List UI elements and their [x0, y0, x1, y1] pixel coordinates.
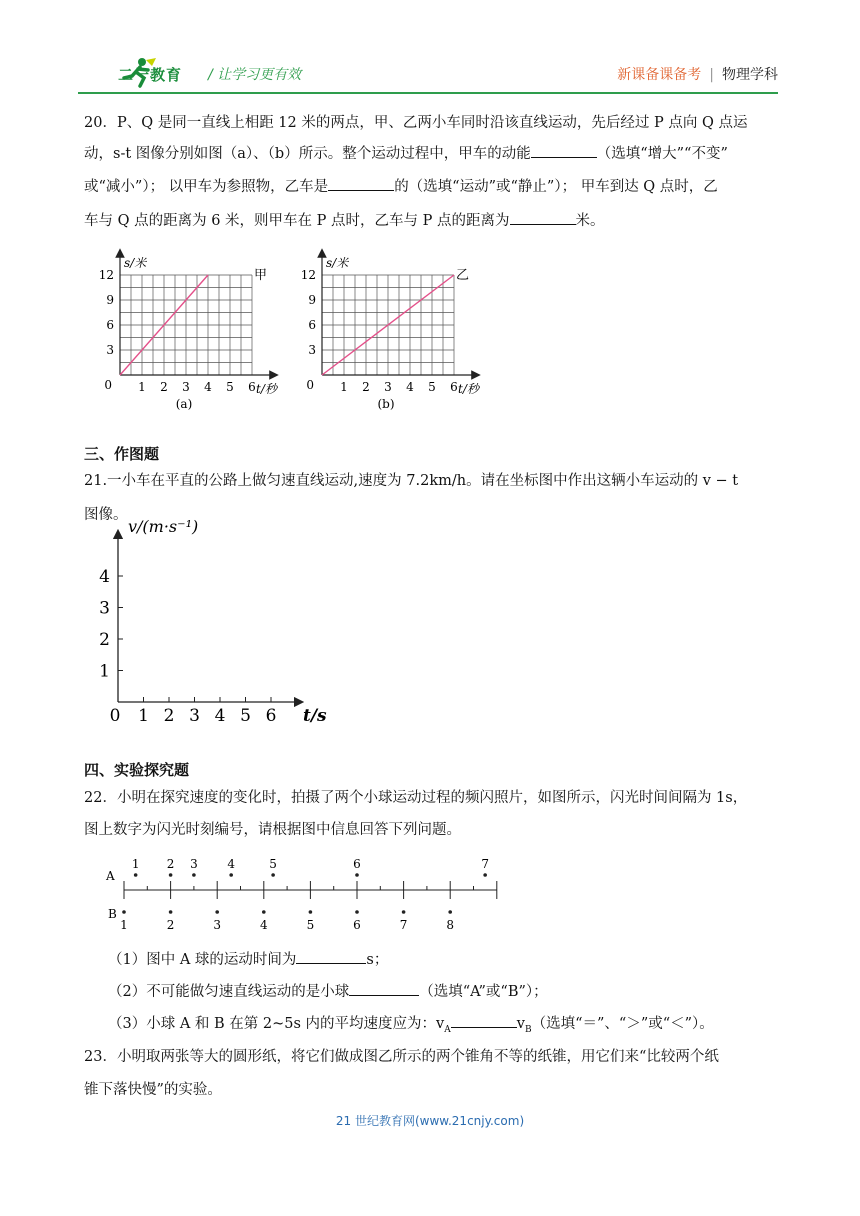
- section-4-heading: 四、实验探究题: [84, 761, 190, 779]
- y-axis-label: s/米: [326, 256, 349, 270]
- y-tick-label: 3: [308, 343, 316, 357]
- q22-sub-2: [108, 977, 808, 1008]
- q22-text: v: [516, 1016, 525, 1032]
- origin-label: 0: [109, 706, 121, 726]
- y-axis-label: v/(m·s⁻¹): [128, 517, 199, 536]
- ball-b-label: B: [108, 907, 117, 921]
- ball-b-dot: [122, 910, 126, 914]
- y-tick-label: 6: [106, 318, 114, 332]
- ball-b-number: 8: [446, 918, 455, 932]
- subscript-b: B: [524, 1024, 532, 1035]
- y-axis-label: s/米: [124, 256, 147, 270]
- ball-b-dot: [262, 910, 266, 914]
- ball-a-dot: [483, 873, 487, 877]
- x-tick-label: 1: [138, 706, 149, 726]
- x-tick-label: 2: [163, 706, 175, 726]
- q22-blank-3[interactable]: [451, 1013, 517, 1028]
- header-separator: |: [709, 67, 714, 83]
- ball-a-number: 7: [481, 857, 489, 871]
- graph-caption: (a): [175, 397, 193, 411]
- q22-blank-1[interactable]: [296, 949, 366, 964]
- y-tick-label: 6: [308, 318, 316, 332]
- y-tick-label: 4: [99, 567, 110, 587]
- q20-line-1: 20．P、Q 是同一直线上相距 12 米的两点，甲、乙两小车同时沿该直线运动，先后经过 P 点向 Q 点运: [84, 115, 748, 131]
- header-slogan: / 让学习更有效: [208, 67, 302, 83]
- st-graphs: [92, 240, 512, 415]
- q22-line-2: 图上数字为闪光时刻编号，请根据图中信息回答下列问题。: [84, 822, 461, 838]
- ball-b-dot: [169, 910, 173, 914]
- x-tick-label: 2: [160, 380, 168, 394]
- ball-b-number: 1: [120, 918, 128, 932]
- q20-line-2: [84, 139, 784, 170]
- header-subject: [617, 64, 778, 84]
- q20-line-4: [84, 206, 784, 237]
- x-tick-label: 4: [214, 706, 226, 726]
- graph-caption: (b): [377, 397, 395, 411]
- y-tick-label: 3: [99, 598, 110, 619]
- ball-a-label: A: [106, 869, 115, 883]
- q20-text: 或“减小”）； 以甲车为参照物，乙车是: [84, 179, 329, 195]
- q20-text: （选填“增大”“不变”: [596, 146, 728, 162]
- y-tick-label: 1: [99, 661, 110, 682]
- y-tick-label: 3: [106, 343, 114, 357]
- ball-a-number: 4: [227, 857, 236, 871]
- x-tick-label: 2: [362, 380, 370, 394]
- q22-sub-3: [108, 1009, 808, 1046]
- q22-text: （2）不可能做匀速直线运动的是小球: [108, 984, 350, 1000]
- page-header: [78, 56, 778, 90]
- q20-text: 的（选填“运动”或“静止”）； 甲车到达 Q 点时，乙: [394, 179, 718, 195]
- y-tick-label: 12: [300, 268, 316, 282]
- ball-b-number: 5: [306, 918, 315, 932]
- ball-b-dot: [448, 910, 452, 914]
- ball-b-dot: [355, 910, 359, 914]
- y-tick-label: 2: [99, 630, 110, 650]
- y-tick-label: 12: [98, 268, 114, 282]
- q22-sub-1: [108, 945, 808, 976]
- y-tick-label: 9: [308, 293, 316, 307]
- x-tick-label: 3: [182, 380, 190, 394]
- x-tick-label: 1: [340, 380, 348, 394]
- x-tick-label: 3: [189, 706, 200, 726]
- subscript-a: A: [444, 1024, 451, 1035]
- ball-a-number: 3: [190, 857, 198, 871]
- q20-text: 米。: [575, 213, 605, 229]
- logo-text: 二一教育: [118, 66, 183, 84]
- x-tick-label: 6: [248, 380, 256, 394]
- ball-b-number: 2: [166, 918, 175, 932]
- header-subject-name: 物理学科: [722, 67, 778, 83]
- q20-line-3: [84, 172, 784, 203]
- ball-a-number: 6: [353, 857, 361, 871]
- y-tick-label: 9: [106, 293, 114, 307]
- x-axis-label: t/s: [303, 706, 327, 726]
- origin-label: 0: [104, 378, 112, 392]
- header-tag: 新课备课备考: [617, 67, 702, 83]
- ball-b-dot: [309, 910, 313, 914]
- x-tick-label: 6: [450, 380, 458, 394]
- ball-b-number: 4: [259, 918, 268, 932]
- series-label: 乙: [456, 268, 470, 283]
- page-footer: 21 世纪教育网(www.21cnjy.com): [335, 1114, 525, 1128]
- q22-blank-2[interactable]: [349, 981, 419, 996]
- q22-text: （选填“A”或“B”）；: [419, 984, 548, 1000]
- q20-blank-1[interactable]: [531, 143, 597, 158]
- ball-a-number: 5: [269, 857, 277, 871]
- x-axis-label: t/秒: [256, 382, 277, 396]
- q21-line-2: 图像。: [84, 507, 128, 523]
- q20-text: 车与 Q 点的距离为 6 米，则甲车在 P 点时，乙车与 P 点的距离为: [84, 213, 510, 229]
- x-tick-label: 4: [406, 380, 414, 394]
- ball-a-dot: [229, 873, 233, 877]
- ball-b-dot: [402, 910, 406, 914]
- x-tick-label: 4: [204, 380, 212, 394]
- strobe-photo: [100, 848, 520, 938]
- q21-line-1: 21.一小车在平直的公路上做匀速直线运动,速度为 7.2km/h。请在坐标图中作出这辆小车运动的 v − t: [84, 473, 739, 489]
- x-tick-label: 5: [240, 706, 251, 726]
- ball-b-number: 7: [399, 918, 408, 932]
- x-tick-label: 3: [384, 380, 392, 394]
- q20-text: 动，s-t 图像分别如图（a）、（b）所示。整个运动过程中，甲车的动能: [84, 146, 531, 162]
- section-3-heading: 三、作图题: [84, 445, 160, 463]
- ball-b-number: 3: [213, 918, 222, 932]
- ball-a-dot: [271, 873, 275, 877]
- q23-line-1: 23．小明取两张等大的圆形纸，将它们做成图乙所示的两个锥角不等的纸锥，用它们来“比较两个纸: [84, 1049, 719, 1065]
- q23-line-2: 锥下落快慢”的实验。: [84, 1082, 222, 1098]
- q22-text: （选填“＝”、“＞”或“＜”）。: [531, 1016, 714, 1032]
- ball-a-number: 2: [166, 857, 175, 871]
- q22-text: （3）小球 A 和 B 在第 2~5s 内的平均速度应为：v: [108, 1016, 445, 1032]
- q22-text: s；: [366, 952, 389, 968]
- ball-a-dot: [134, 873, 138, 877]
- ball-b-number: 6: [353, 918, 361, 932]
- header-divider: [78, 92, 778, 94]
- ball-a-dot: [355, 873, 359, 877]
- x-axis-label: t/秒: [458, 382, 479, 396]
- q20-blank-3[interactable]: [510, 210, 576, 225]
- vt-graph: [99, 517, 350, 732]
- q20-blank-2[interactable]: [328, 176, 394, 191]
- q22-line-1: 22．小明在探究速度的变化时，拍摄了两个小球运动过程的频闪照片，如图所示，闪光时间间隔为 1s，: [84, 790, 748, 806]
- ball-a-number: 1: [131, 857, 140, 871]
- x-tick-label: 5: [428, 380, 436, 394]
- q22-text: （1）图中 A 球的运动时间为: [108, 952, 297, 968]
- ball-a-dot: [192, 873, 196, 877]
- x-tick-label: 1: [138, 380, 146, 394]
- series-label: 甲: [254, 268, 268, 283]
- origin-label: 0: [306, 378, 314, 392]
- x-tick-label: 6: [265, 706, 277, 726]
- ball-a-dot: [169, 873, 173, 877]
- x-tick-label: 5: [226, 380, 234, 394]
- ball-b-dot: [215, 910, 219, 914]
